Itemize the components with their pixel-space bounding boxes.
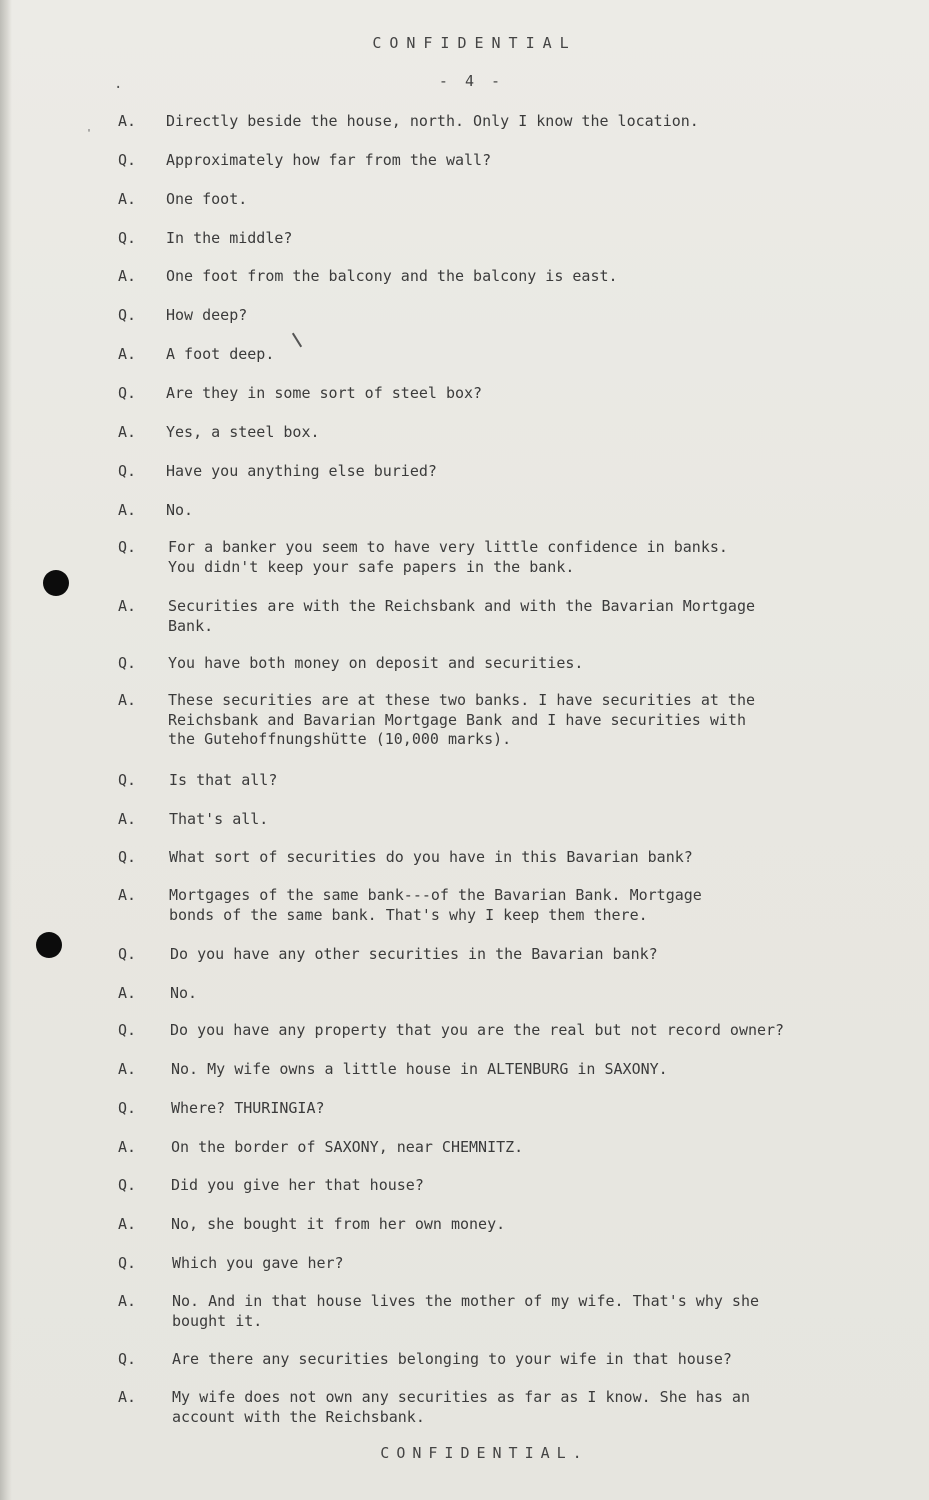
page-footer: CONFIDENTIAL. — [380, 1444, 589, 1462]
answer-marker: A. — [118, 345, 137, 363]
question-marker: Q. — [118, 654, 137, 672]
answer-text: That's all. — [169, 810, 269, 828]
question-text: For a banker you seem to have very little confidence in banks. You didn't keep your safe papers in the bank. — [168, 538, 728, 576]
answer-marker: A. — [118, 597, 137, 615]
answer-marker: A. — [118, 423, 137, 441]
answer-text: No, she bought it from her own money. — [171, 1215, 506, 1233]
question-text: Are they in some sort of steel box? — [166, 384, 483, 402]
answer-text: My wife does not own any securities as far as I know. She has an account with the Reichsbank. — [172, 1388, 750, 1426]
answer-marker: A. — [118, 1292, 137, 1310]
answer-text: One foot. — [166, 190, 248, 208]
punch-hole — [36, 932, 62, 958]
question-text: Do you have any other securities in the Bavarian bank? — [170, 945, 658, 963]
page-number: - 4 - — [438, 72, 505, 90]
question-text: Approximately how far from the wall? — [166, 151, 492, 169]
question-text: Did you give her that house? — [171, 1176, 424, 1194]
answer-marker: A. — [118, 810, 137, 828]
question-text: How deep? — [166, 306, 248, 324]
question-marker: Q. — [118, 1350, 137, 1368]
question-text: Have you anything else buried? — [166, 462, 437, 480]
question-marker: Q. — [118, 945, 137, 963]
answer-marker: A. — [118, 1138, 137, 1156]
question-marker: Q. — [118, 462, 137, 480]
question-marker: Q. — [118, 151, 137, 169]
question-text: Where? THURINGIA? — [171, 1099, 325, 1117]
page-header: CONFIDENTIAL — [372, 34, 577, 52]
question-marker: Q. — [118, 229, 137, 247]
answer-marker: A. — [118, 267, 137, 285]
question-marker: Q. — [118, 1021, 137, 1039]
answer-text: No. And in that house lives the mother of my wife. That's why she bought it. — [172, 1292, 759, 1330]
question-text: Are there any securities belonging to your wife in that house? — [172, 1350, 732, 1368]
answer-marker: A. — [118, 190, 137, 208]
answer-text: On the border of SAXONY, near CHEMNITZ. — [171, 1138, 524, 1156]
question-marker: Q. — [118, 1254, 137, 1272]
question-text: In the middle? — [166, 229, 293, 247]
question-marker: Q. — [118, 1176, 137, 1194]
question-marker: Q. — [118, 306, 137, 324]
answer-text: Mortgages of the same bank---of the Bavarian Bank. Mortgage bonds of the same bank. That's why I keep them there. — [169, 886, 702, 924]
answer-text: Securities are with the Reichsbank and with the Bavarian Mortgage Bank. — [168, 597, 755, 635]
answer-text: These securities are at these two banks. I have securities at the Reichsbank and Bavarian Mortgage Bank and I have securities with the Gutehoffnungshütte (10,000 marks). — [168, 691, 755, 748]
answer-marker: A. — [118, 984, 137, 1002]
question-text: Which you gave her? — [172, 1254, 344, 1272]
answer-marker: A. — [118, 501, 137, 519]
answer-marker: A. — [118, 1060, 137, 1078]
answer-text: One foot from the balcony and the balcony is east. — [166, 267, 618, 285]
answer-marker: A. — [118, 1388, 137, 1406]
question-text: What sort of securities do you have in this Bavarian bank? — [169, 848, 693, 866]
answer-marker: A. — [118, 1215, 137, 1233]
question-marker: Q. — [118, 771, 137, 789]
punch-hole — [43, 570, 69, 596]
question-text: You have both money on deposit and securities. — [168, 654, 584, 672]
answer-text: No. — [166, 501, 194, 519]
answer-marker: A. — [118, 886, 137, 904]
stray-mark: . — [114, 76, 123, 92]
question-marker: Q. — [118, 1099, 137, 1117]
question-marker: Q. — [118, 384, 137, 402]
answer-text: Yes, a steel box. — [166, 423, 320, 441]
answer-text: Directly beside the house, north. Only I know the location. — [166, 112, 699, 130]
answer-text: No. My wife owns a little house in ALTENBURG in SAXONY. — [171, 1060, 668, 1078]
answer-marker: A. — [118, 112, 137, 130]
page-edge-shadow — [0, 0, 12, 1500]
answer-text: A foot deep. — [166, 345, 275, 363]
answer-marker: A. — [118, 691, 137, 709]
question-text: Is that all? — [169, 771, 278, 789]
question-marker: Q. — [118, 848, 137, 866]
question-text: Do you have any property that you are the real but not record owner? — [170, 1021, 785, 1039]
answer-text: No. — [170, 984, 198, 1002]
question-marker: Q. — [118, 538, 137, 556]
stray-mark: ' — [86, 128, 93, 139]
